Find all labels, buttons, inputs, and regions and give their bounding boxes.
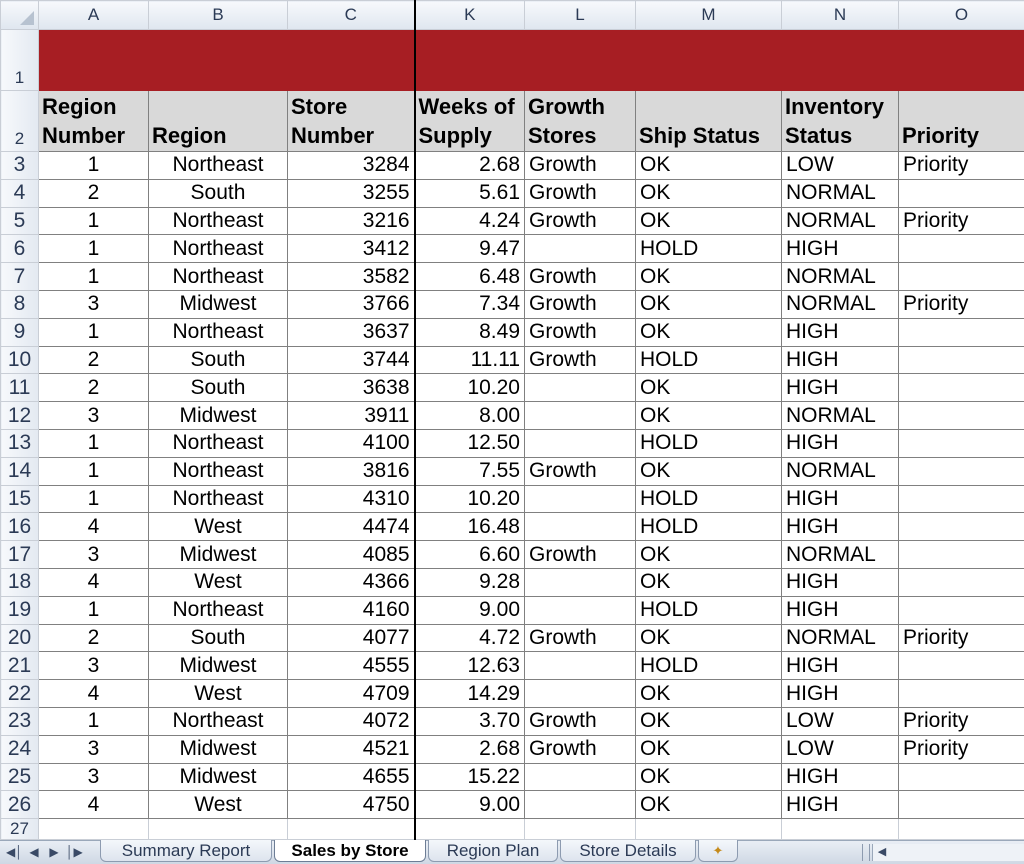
- table-row: [1, 263, 1024, 291]
- cell-store-number[interactable]: 3816: [288, 457, 415, 485]
- table-row: [1, 763, 1024, 791]
- row-header[interactable]: 19: [1, 596, 39, 624]
- cell-weeks-of-supply[interactable]: 8.00: [415, 402, 525, 430]
- cell-region-number[interactable]: 1: [39, 429, 149, 457]
- cell-store-number[interactable]: 4474: [288, 513, 415, 541]
- cell-ship-status[interactable]: OK: [636, 707, 782, 735]
- row-header[interactable]: 5: [1, 207, 39, 235]
- cell-region[interactable]: Northeast: [149, 485, 288, 513]
- table-row: [1, 735, 1024, 763]
- cell-region[interactable]: Northeast: [149, 235, 288, 263]
- title-band-cell[interactable]: [415, 30, 525, 91]
- prev-sheet-icon[interactable]: ◀: [26, 843, 42, 861]
- cell-region-number[interactable]: 3: [39, 290, 149, 318]
- cell-region-number[interactable]: 1: [39, 235, 149, 263]
- cell-ship-status[interactable]: HOLD: [636, 346, 782, 374]
- cell-region-number[interactable]: 3: [39, 735, 149, 763]
- cell-inventory-status[interactable]: LOW: [782, 707, 899, 735]
- cell-weeks-of-supply[interactable]: 6.60: [415, 541, 525, 569]
- row-header[interactable]: 8: [1, 290, 39, 318]
- cell-inventory-status[interactable]: HIGH: [782, 596, 899, 624]
- cell-inventory-status[interactable]: LOW: [782, 152, 899, 180]
- cell-priority[interactable]: Priority: [899, 207, 1024, 235]
- row-header[interactable]: 4: [1, 179, 39, 207]
- table-row: [1, 541, 1024, 569]
- cell-priority[interactable]: [899, 596, 1024, 624]
- row-header[interactable]: 22: [1, 680, 39, 708]
- column-header-l[interactable]: L: [525, 1, 636, 30]
- empty-cell[interactable]: [288, 819, 415, 840]
- cell-growth-stores[interactable]: [525, 485, 636, 513]
- cell-growth-stores[interactable]: [525, 374, 636, 402]
- column-header-k[interactable]: K: [415, 1, 525, 30]
- cell-ship-status[interactable]: HOLD: [636, 596, 782, 624]
- table-row: [1, 791, 1024, 819]
- row-header[interactable]: 2: [1, 91, 39, 152]
- cell-region-number[interactable]: 4: [39, 680, 149, 708]
- row-header[interactable]: 6: [1, 235, 39, 263]
- row-header[interactable]: 10: [1, 346, 39, 374]
- cell-weeks-of-supply[interactable]: 11.11: [415, 346, 525, 374]
- cell-region-number[interactable]: 4: [39, 568, 149, 596]
- table-row: [1, 402, 1024, 430]
- cell-growth-stores[interactable]: Growth: [525, 541, 636, 569]
- cell-region-number[interactable]: 3: [39, 652, 149, 680]
- cell-weeks-of-supply[interactable]: 15.22: [415, 763, 525, 791]
- row-header[interactable]: 16: [1, 513, 39, 541]
- table-row: [1, 179, 1024, 207]
- table-row: [1, 374, 1024, 402]
- cell-growth-stores[interactable]: Growth: [525, 707, 636, 735]
- cell-store-number[interactable]: 4072: [288, 707, 415, 735]
- cell-inventory-status[interactable]: NORMAL: [782, 263, 899, 291]
- cell-store-number[interactable]: 4160: [288, 596, 415, 624]
- cell-weeks-of-supply[interactable]: 9.00: [415, 791, 525, 819]
- cell-weeks-of-supply[interactable]: 8.49: [415, 318, 525, 346]
- cell-inventory-status[interactable]: HIGH: [782, 485, 899, 513]
- row-header[interactable]: 14: [1, 457, 39, 485]
- cell-growth-stores[interactable]: Growth: [525, 346, 636, 374]
- row-header[interactable]: 18: [1, 568, 39, 596]
- cell-inventory-status[interactable]: HIGH: [782, 791, 899, 819]
- cell-inventory-status[interactable]: HIGH: [782, 429, 899, 457]
- cell-region[interactable]: Northeast: [149, 707, 288, 735]
- cell-weeks-of-supply[interactable]: 10.20: [415, 485, 525, 513]
- cell-store-number[interactable]: 3766: [288, 290, 415, 318]
- cell-region-number[interactable]: 1: [39, 207, 149, 235]
- cell-growth-stores[interactable]: [525, 596, 636, 624]
- cell-region-number[interactable]: 1: [39, 485, 149, 513]
- cell-region[interactable]: Midwest: [149, 290, 288, 318]
- first-sheet-icon[interactable]: ◀│: [6, 843, 22, 861]
- empty-cell[interactable]: [39, 819, 149, 840]
- cell-region[interactable]: South: [149, 179, 288, 207]
- cell-growth-stores[interactable]: [525, 763, 636, 791]
- cell-store-number[interactable]: 4555: [288, 652, 415, 680]
- row-header[interactable]: 9: [1, 318, 39, 346]
- cell-region[interactable]: Midwest: [149, 541, 288, 569]
- horizontal-scrollbar[interactable]: [872, 844, 1024, 861]
- sheet-tab-summary-report[interactable]: Summary Report: [100, 840, 272, 862]
- table-row: [1, 346, 1024, 374]
- cell-growth-stores[interactable]: [525, 235, 636, 263]
- cell-inventory-status[interactable]: HIGH: [782, 318, 899, 346]
- cell-region-number[interactable]: 2: [39, 346, 149, 374]
- next-sheet-icon[interactable]: ▶: [46, 843, 62, 861]
- cell-priority[interactable]: Priority: [899, 624, 1024, 652]
- table-row: [1, 680, 1024, 708]
- cell-region[interactable]: Northeast: [149, 318, 288, 346]
- header-region-number[interactable]: Region Number: [39, 91, 149, 152]
- title-band-cell[interactable]: [39, 30, 149, 91]
- column-header-b[interactable]: B: [149, 1, 288, 30]
- cell-weeks-of-supply[interactable]: 9.00: [415, 596, 525, 624]
- title-band-cell[interactable]: [149, 30, 288, 91]
- cell-priority[interactable]: [899, 374, 1024, 402]
- cell-ship-status[interactable]: OK: [636, 402, 782, 430]
- row-header[interactable]: 25: [1, 763, 39, 791]
- cell-growth-stores[interactable]: Growth: [525, 152, 636, 180]
- cell-region-number[interactable]: 3: [39, 541, 149, 569]
- cell-region-number[interactable]: 2: [39, 624, 149, 652]
- cell-region-number[interactable]: 1: [39, 707, 149, 735]
- cell-inventory-status[interactable]: NORMAL: [782, 457, 899, 485]
- cell-store-number[interactable]: 4366: [288, 568, 415, 596]
- sheet-tab-region-plan[interactable]: Region Plan: [428, 840, 558, 862]
- cell-region-number[interactable]: 1: [39, 152, 149, 180]
- cell-priority[interactable]: [899, 179, 1024, 207]
- cell-region[interactable]: Northeast: [149, 152, 288, 180]
- row-header[interactable]: 26: [1, 791, 39, 819]
- cell-inventory-status[interactable]: HIGH: [782, 374, 899, 402]
- cell-weeks-of-supply[interactable]: 5.61: [415, 179, 525, 207]
- table-row: [1, 513, 1024, 541]
- cell-store-number[interactable]: 3638: [288, 374, 415, 402]
- cell-region[interactable]: Midwest: [149, 652, 288, 680]
- row-header[interactable]: 27: [1, 819, 39, 840]
- tab-split-handle[interactable]: [862, 844, 870, 861]
- empty-cell[interactable]: [415, 819, 525, 840]
- cell-region[interactable]: Midwest: [149, 763, 288, 791]
- column-header-m[interactable]: M: [636, 1, 782, 30]
- cell-weeks-of-supply[interactable]: 2.68: [415, 152, 525, 180]
- cell-priority[interactable]: [899, 402, 1024, 430]
- cell-growth-stores[interactable]: [525, 429, 636, 457]
- cell-region[interactable]: Northeast: [149, 429, 288, 457]
- cell-priority[interactable]: [899, 235, 1024, 263]
- cell-growth-stores[interactable]: Growth: [525, 457, 636, 485]
- cell-inventory-status[interactable]: NORMAL: [782, 179, 899, 207]
- cell-region[interactable]: Northeast: [149, 263, 288, 291]
- table-row: [1, 457, 1024, 485]
- cell-region[interactable]: West: [149, 513, 288, 541]
- title-band-cell[interactable]: [288, 30, 415, 91]
- row-header[interactable]: 21: [1, 652, 39, 680]
- cell-region[interactable]: West: [149, 680, 288, 708]
- cell-ship-status[interactable]: OK: [636, 263, 782, 291]
- cell-weeks-of-supply[interactable]: 10.20: [415, 374, 525, 402]
- last-sheet-icon[interactable]: │▶: [66, 843, 82, 861]
- insert-worksheet-icon[interactable]: ✦: [698, 840, 738, 862]
- column-header-c[interactable]: C: [288, 1, 415, 30]
- cell-growth-stores[interactable]: [525, 402, 636, 430]
- cell-region[interactable]: Northeast: [149, 207, 288, 235]
- cell-ship-status[interactable]: OK: [636, 152, 782, 180]
- column-header-o[interactable]: O: [899, 1, 1024, 30]
- scroll-left-icon[interactable]: ◀: [875, 844, 889, 861]
- cell-region[interactable]: Midwest: [149, 402, 288, 430]
- empty-cell[interactable]: [149, 819, 288, 840]
- cell-priority[interactable]: [899, 791, 1024, 819]
- cell-inventory-status[interactable]: NORMAL: [782, 402, 899, 430]
- table-row: [1, 207, 1024, 235]
- header-ship-status[interactable]: Ship Status: [636, 91, 782, 152]
- cell-ship-status[interactable]: HOLD: [636, 513, 782, 541]
- table-row: [1, 152, 1024, 180]
- cell-inventory-status[interactable]: HIGH: [782, 346, 899, 374]
- cell-ship-status[interactable]: HOLD: [636, 235, 782, 263]
- row-header[interactable]: 3: [1, 152, 39, 180]
- cell-weeks-of-supply[interactable]: 2.68: [415, 735, 525, 763]
- cell-region[interactable]: West: [149, 791, 288, 819]
- row-header[interactable]: 12: [1, 402, 39, 430]
- cell-store-number[interactable]: 4310: [288, 485, 415, 513]
- title-band-cell[interactable]: [782, 30, 899, 91]
- cell-ship-status[interactable]: OK: [636, 568, 782, 596]
- cell-store-number[interactable]: 4085: [288, 541, 415, 569]
- cell-growth-stores[interactable]: [525, 652, 636, 680]
- cell-weeks-of-supply[interactable]: 9.28: [415, 568, 525, 596]
- cell-store-number[interactable]: 4655: [288, 763, 415, 791]
- cell-priority[interactable]: [899, 429, 1024, 457]
- cell-region-number[interactable]: 3: [39, 763, 149, 791]
- cell-ship-status[interactable]: OK: [636, 374, 782, 402]
- cell-store-number[interactable]: 3637: [288, 318, 415, 346]
- cell-region-number[interactable]: 1: [39, 457, 149, 485]
- row-header[interactable]: 24: [1, 735, 39, 763]
- header-priority[interactable]: Priority: [899, 91, 1024, 152]
- empty-cell[interactable]: [636, 819, 782, 840]
- cell-priority[interactable]: Priority: [899, 735, 1024, 763]
- cell-ship-status[interactable]: HOLD: [636, 652, 782, 680]
- cell-store-number[interactable]: 3255: [288, 179, 415, 207]
- row-header[interactable]: 11: [1, 374, 39, 402]
- cell-ship-status[interactable]: OK: [636, 541, 782, 569]
- sheet-tab-bar: [0, 840, 1024, 864]
- sheet-tab-sales-by-store[interactable]: Sales by Store: [274, 840, 426, 862]
- title-band-cell[interactable]: [525, 30, 636, 91]
- header-growth-stores[interactable]: Growth Stores: [525, 91, 636, 152]
- cell-store-number[interactable]: 3744: [288, 346, 415, 374]
- cell-region[interactable]: South: [149, 374, 288, 402]
- header-store-number[interactable]: Store Number: [288, 91, 415, 152]
- cell-region-number[interactable]: 1: [39, 318, 149, 346]
- cell-region-number[interactable]: 4: [39, 513, 149, 541]
- cell-inventory-status[interactable]: HIGH: [782, 568, 899, 596]
- cell-priority[interactable]: [899, 457, 1024, 485]
- header-weeks-of-supply[interactable]: Weeks of Supply: [415, 91, 525, 152]
- cell-priority[interactable]: [899, 513, 1024, 541]
- cell-weeks-of-supply[interactable]: 9.47: [415, 235, 525, 263]
- title-band-cell[interactable]: [636, 30, 782, 91]
- row-header[interactable]: 13: [1, 429, 39, 457]
- cell-inventory-status[interactable]: HIGH: [782, 680, 899, 708]
- cell-growth-stores[interactable]: Growth: [525, 179, 636, 207]
- cell-region[interactable]: South: [149, 346, 288, 374]
- cell-region-number[interactable]: 2: [39, 179, 149, 207]
- empty-cell[interactable]: [782, 819, 899, 840]
- cell-growth-stores[interactable]: Growth: [525, 207, 636, 235]
- table-row: [1, 318, 1024, 346]
- cell-growth-stores[interactable]: Growth: [525, 624, 636, 652]
- cell-priority[interactable]: [899, 263, 1024, 291]
- cell-priority[interactable]: [899, 568, 1024, 596]
- table-row: [1, 707, 1024, 735]
- cell-weeks-of-supply[interactable]: 6.48: [415, 263, 525, 291]
- cell-ship-status[interactable]: OK: [636, 763, 782, 791]
- select-all-corner[interactable]: [1, 1, 39, 30]
- cell-inventory-status[interactable]: NORMAL: [782, 207, 899, 235]
- table-row: [1, 624, 1024, 652]
- row-header[interactable]: 7: [1, 263, 39, 291]
- cell-inventory-status[interactable]: HIGH: [782, 763, 899, 791]
- cell-priority[interactable]: [899, 318, 1024, 346]
- cell-growth-stores[interactable]: Growth: [525, 263, 636, 291]
- cell-inventory-status[interactable]: NORMAL: [782, 624, 899, 652]
- cell-priority[interactable]: Priority: [899, 707, 1024, 735]
- table-row: [1, 485, 1024, 513]
- cell-store-number[interactable]: 4709: [288, 680, 415, 708]
- cell-ship-status[interactable]: OK: [636, 791, 782, 819]
- cell-region[interactable]: South: [149, 624, 288, 652]
- cell-region-number[interactable]: 1: [39, 263, 149, 291]
- empty-cell[interactable]: [899, 819, 1024, 840]
- column-header-n[interactable]: N: [782, 1, 899, 30]
- cell-store-number[interactable]: 4521: [288, 735, 415, 763]
- cell-ship-status[interactable]: OK: [636, 290, 782, 318]
- cell-ship-status[interactable]: OK: [636, 179, 782, 207]
- cell-inventory-status[interactable]: LOW: [782, 735, 899, 763]
- cell-weeks-of-supply[interactable]: 3.70: [415, 707, 525, 735]
- cell-inventory-status[interactable]: NORMAL: [782, 290, 899, 318]
- cell-region[interactable]: Northeast: [149, 596, 288, 624]
- cell-inventory-status[interactable]: NORMAL: [782, 541, 899, 569]
- cell-store-number[interactable]: 3412: [288, 235, 415, 263]
- cell-region-number[interactable]: 1: [39, 596, 149, 624]
- table-row: [1, 568, 1024, 596]
- header-region[interactable]: Region: [149, 91, 288, 152]
- cell-priority[interactable]: Priority: [899, 152, 1024, 180]
- cell-weeks-of-supply[interactable]: 16.48: [415, 513, 525, 541]
- cell-growth-stores[interactable]: [525, 791, 636, 819]
- cell-priority[interactable]: [899, 346, 1024, 374]
- cell-region-number[interactable]: 2: [39, 374, 149, 402]
- cell-region-number[interactable]: 4: [39, 791, 149, 819]
- cell-growth-stores[interactable]: [525, 680, 636, 708]
- empty-cell[interactable]: [525, 819, 636, 840]
- cell-growth-stores[interactable]: [525, 568, 636, 596]
- cell-weeks-of-supply[interactable]: 4.24: [415, 207, 525, 235]
- row-header[interactable]: 20: [1, 624, 39, 652]
- cell-growth-stores[interactable]: Growth: [525, 290, 636, 318]
- cell-region[interactable]: Northeast: [149, 457, 288, 485]
- cell-region[interactable]: Midwest: [149, 735, 288, 763]
- cell-priority[interactable]: [899, 763, 1024, 791]
- header-inventory-status[interactable]: Inventory Status: [782, 91, 899, 152]
- cell-priority[interactable]: Priority: [899, 290, 1024, 318]
- cell-weeks-of-supply[interactable]: 7.34: [415, 290, 525, 318]
- cell-growth-stores[interactable]: Growth: [525, 318, 636, 346]
- cell-inventory-status[interactable]: HIGH: [782, 235, 899, 263]
- cell-ship-status[interactable]: OK: [636, 318, 782, 346]
- cell-store-number[interactable]: 3216: [288, 207, 415, 235]
- cell-inventory-status[interactable]: HIGH: [782, 652, 899, 680]
- cell-ship-status[interactable]: OK: [636, 680, 782, 708]
- cell-priority[interactable]: [899, 485, 1024, 513]
- row-header[interactable]: 17: [1, 541, 39, 569]
- row-header[interactable]: 23: [1, 707, 39, 735]
- cell-inventory-status[interactable]: HIGH: [782, 513, 899, 541]
- table-row: [1, 429, 1024, 457]
- cell-store-number[interactable]: 3911: [288, 402, 415, 430]
- cell-store-number[interactable]: 3582: [288, 263, 415, 291]
- cell-region-number[interactable]: 3: [39, 402, 149, 430]
- cell-weeks-of-supply[interactable]: 14.29: [415, 680, 525, 708]
- cell-growth-stores[interactable]: Growth: [525, 735, 636, 763]
- table-row: [1, 652, 1024, 680]
- cell-ship-status[interactable]: OK: [636, 735, 782, 763]
- cell-weeks-of-supply[interactable]: 7.55: [415, 457, 525, 485]
- table-row: [1, 235, 1024, 263]
- cell-priority[interactable]: [899, 652, 1024, 680]
- row-header[interactable]: 1: [1, 30, 39, 91]
- cell-weeks-of-supply[interactable]: 12.50: [415, 429, 525, 457]
- cell-store-number[interactable]: 4750: [288, 791, 415, 819]
- row-header[interactable]: 15: [1, 485, 39, 513]
- cell-ship-status[interactable]: OK: [636, 624, 782, 652]
- cell-ship-status[interactable]: HOLD: [636, 485, 782, 513]
- cell-priority[interactable]: [899, 680, 1024, 708]
- cell-growth-stores[interactable]: [525, 513, 636, 541]
- cell-ship-status[interactable]: HOLD: [636, 429, 782, 457]
- cell-priority[interactable]: [899, 541, 1024, 569]
- sheet-tab-store-details[interactable]: Store Details: [560, 840, 696, 862]
- title-band-cell[interactable]: [899, 30, 1024, 91]
- cell-store-number[interactable]: 4077: [288, 624, 415, 652]
- cell-ship-status[interactable]: OK: [636, 457, 782, 485]
- column-header-a[interactable]: A: [39, 1, 149, 30]
- cell-weeks-of-supply[interactable]: 4.72: [415, 624, 525, 652]
- cell-store-number[interactable]: 3284: [288, 152, 415, 180]
- cell-ship-status[interactable]: OK: [636, 207, 782, 235]
- cell-region[interactable]: West: [149, 568, 288, 596]
- table-row: [1, 596, 1024, 624]
- cell-store-number[interactable]: 4100: [288, 429, 415, 457]
- table-row: [1, 290, 1024, 318]
- cell-weeks-of-supply[interactable]: 12.63: [415, 652, 525, 680]
